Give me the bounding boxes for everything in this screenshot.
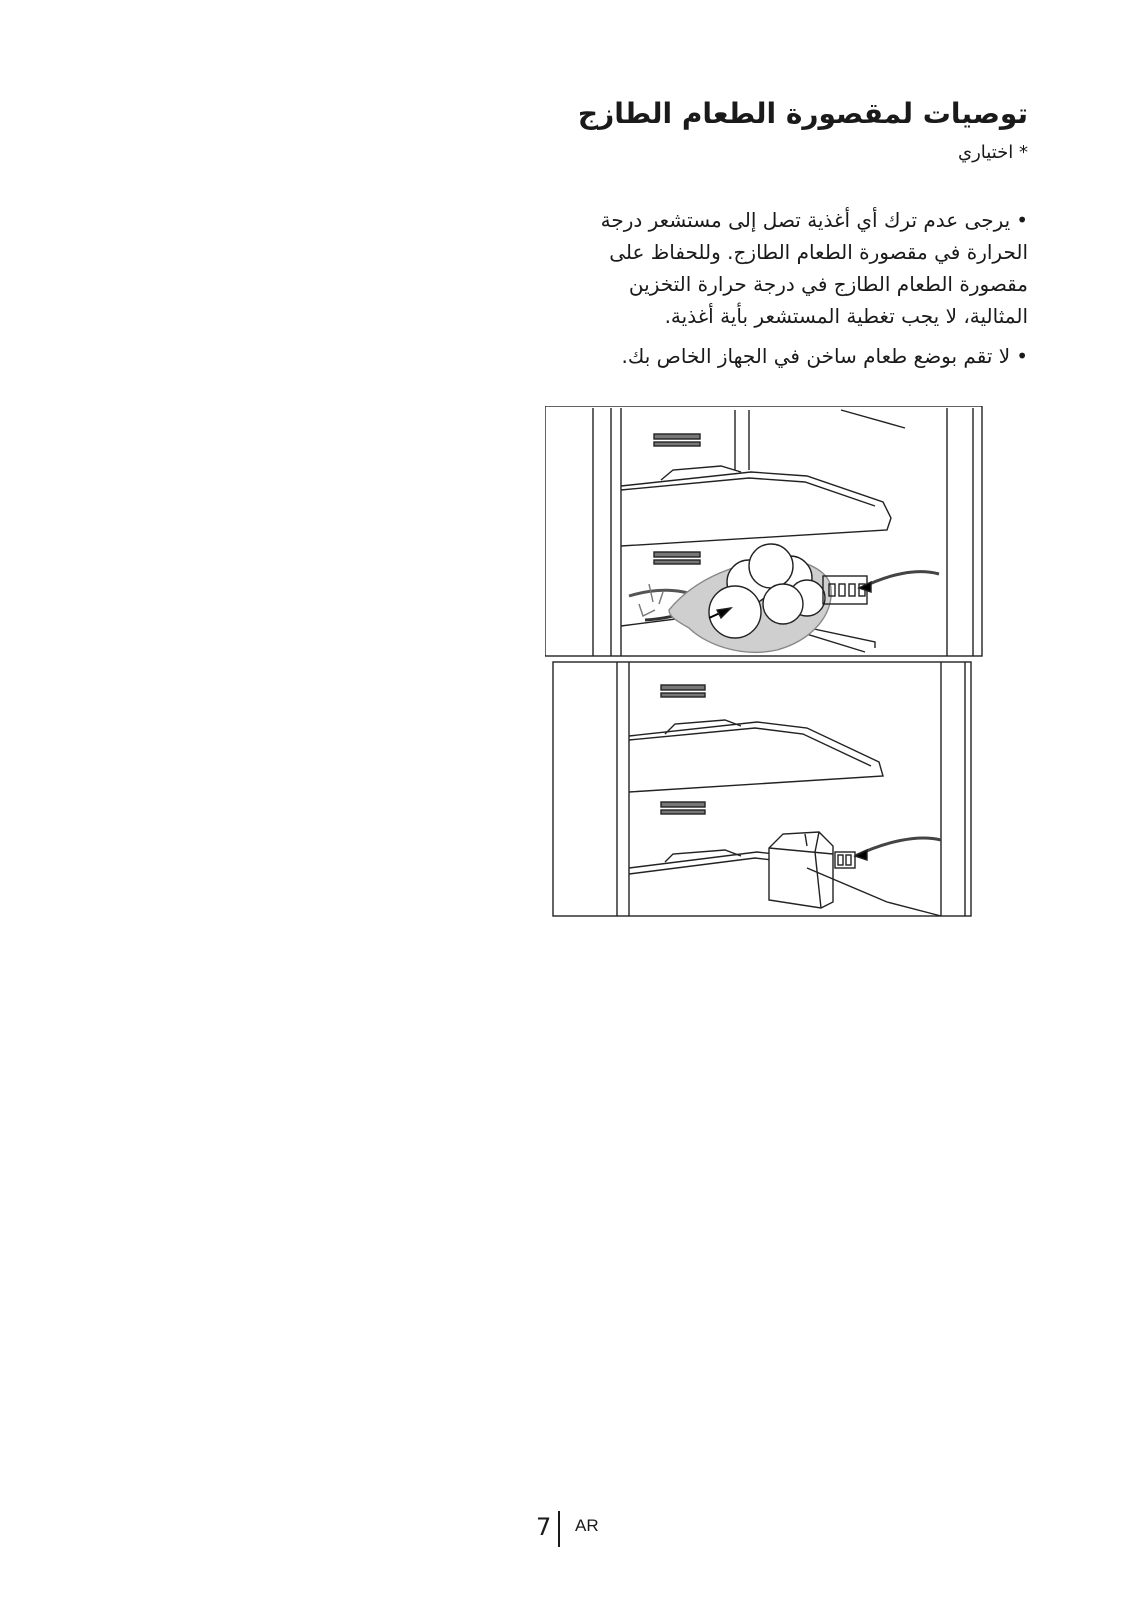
fridge-illustration (545, 406, 985, 918)
footer-divider (558, 1511, 560, 1547)
page-number: 7 (536, 1513, 552, 1541)
list-item-text: يرجى عدم ترك أي أغذية تصل إلى مستشعر درجة الحرارة في مقصورة الطعام الطازج. وللحفاظ على مقصورة الطعام الطازج في درجة حرارة التخزين المثالية، لا يجب تغطية المستشعر بأية أغذية. (600, 208, 1028, 328)
fridge-panel-bottom (553, 662, 971, 916)
section-title: توصيات لمقصورة الطعام الطازج (577, 97, 1028, 130)
list-item (568, 340, 1028, 372)
bullet-icon: • (1016, 344, 1028, 368)
list-item (568, 204, 1028, 332)
optional-note: * اختياري (958, 142, 1028, 163)
bullet-icon: • (1016, 208, 1028, 232)
recommendations-list (568, 204, 1028, 380)
language-code: AR (575, 1516, 599, 1535)
fridge-panel-top (545, 406, 982, 656)
list-item-text: لا تقم بوضع طعام ساخن في الجهاز الخاص بك. (621, 344, 1011, 368)
